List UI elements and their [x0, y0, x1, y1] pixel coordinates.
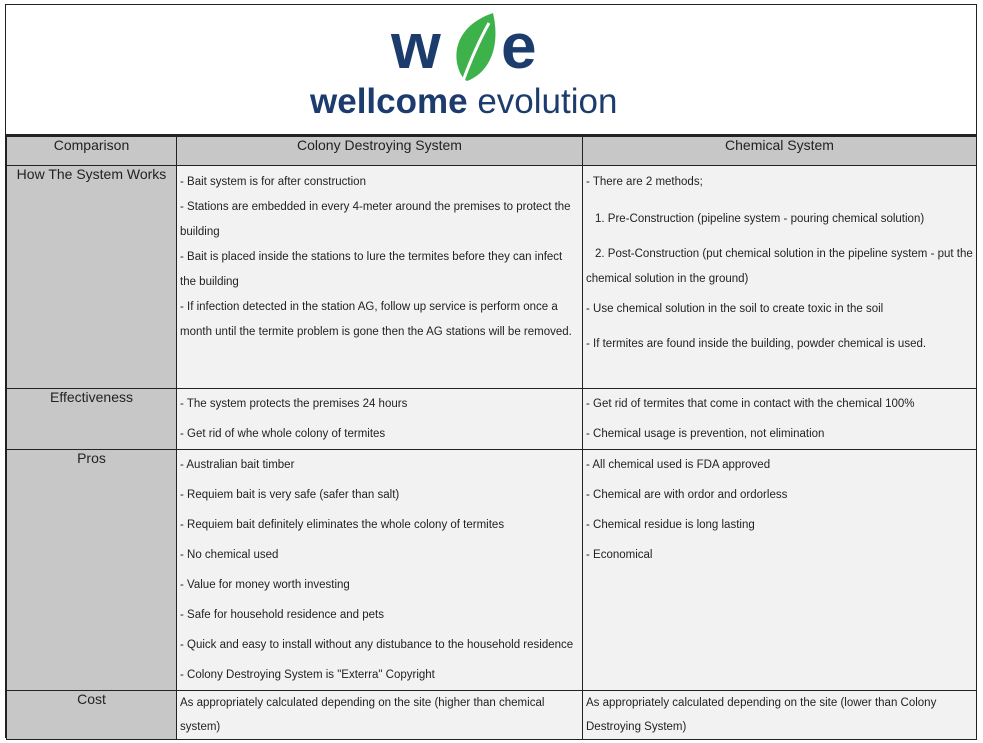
list-item: - Get rid of termites that come in contact with the chemical 100% [586, 398, 915, 410]
table-header-row [7, 137, 977, 166]
colony-pros-cell [177, 450, 583, 691]
colony-how-it-works-cell [177, 166, 583, 389]
list-item: - Use chemical solution in the soil to create toxic in the soil [586, 303, 884, 315]
row-label-cost: Cost [7, 691, 177, 740]
row-label-pros: Pros [7, 450, 177, 691]
list-item: - There are 2 methods; [586, 176, 703, 188]
list-item: - Economical [586, 549, 653, 561]
table-row [7, 450, 977, 691]
leaf-icon [449, 11, 499, 83]
list-item: - Bait system is for after construction [180, 176, 366, 188]
list-item: - Stations are embedded in every 4-meter around the premises to protect the [180, 201, 571, 213]
list-item: - Chemical residue is long lasting [586, 519, 755, 531]
logo-letter-w: w [391, 10, 441, 82]
list-item: - Requiem bait definitely eliminates the whole colony of termites [180, 519, 505, 531]
logo-letter-e: e [501, 10, 537, 82]
list-item: - Australian bait timber [180, 459, 295, 471]
list-item: - Chemical are with ordor and ordorless [586, 489, 788, 501]
list-item: month until the termite problem is gone then the AG stations will be removed. [180, 326, 572, 338]
list-item: - Chemical usage is prevention, not elimination [586, 428, 825, 440]
chemical-effectiveness-cell [583, 389, 977, 450]
brand-name-bold: wellcome [310, 82, 468, 121]
list-item: - If termites are found inside the building, powder chemical is used. [586, 338, 927, 350]
table-row [7, 389, 977, 450]
list-item: chemical solution in the ground) [586, 273, 749, 285]
table-row [7, 691, 977, 740]
brand-name-light: evolution [477, 82, 618, 121]
list-item: - Quick and easy to install without any distubance to the household residence [180, 639, 574, 651]
list-item: As appropriately calculated depending on the site (lower than Colony [586, 697, 937, 709]
comparison-table [6, 136, 977, 740]
chemical-cost-cell [583, 691, 977, 740]
row-label-how-system-works: How The System Works [7, 166, 177, 389]
brand-header [6, 5, 976, 136]
brand-wordmark [310, 79, 640, 125]
colony-effectiveness-cell [177, 389, 583, 450]
list-item: - Safe for household residence and pets [180, 609, 384, 621]
list-item: the building [180, 276, 239, 288]
list-item: - The system protects the premises 24 hours [180, 398, 408, 410]
list-item: - No chemical used [180, 549, 279, 561]
list-item: - Requiem bait is very safe (safer than salt) [180, 489, 400, 501]
table-row [7, 166, 977, 389]
colony-cost-cell [177, 691, 583, 740]
list-item: - Colony Destroying System is "Exterra" Copyright [180, 669, 435, 681]
chemical-how-it-works-cell [583, 166, 977, 389]
list-item: - Bait is placed inside the stations to lure the termites before they can infect [180, 251, 563, 263]
wellcome-evolution-logo [391, 11, 551, 81]
header-colony-destroying-system: Colony Destroying System [177, 137, 583, 166]
list-item: - Get rid of whe whole colony of termites [180, 428, 386, 440]
list-item: As appropriately calculated depending on the site (higher than chemical [180, 697, 545, 709]
chemical-pros-cell [583, 450, 977, 691]
list-item: - All chemical used is FDA approved [586, 459, 771, 471]
list-item: - If infection detected in the station AG, follow up service is perform once a [180, 301, 558, 313]
list-item: system) [180, 721, 221, 733]
header-comparison: Comparison [7, 137, 177, 166]
row-label-effectiveness: Effectiveness [7, 389, 177, 450]
list-item: - Value for money worth investing [180, 579, 350, 591]
list-item: 2. Post-Construction (put chemical solution in the pipeline system - put the [595, 248, 973, 260]
list-item: Destroying System) [586, 721, 687, 733]
list-item: building [180, 226, 220, 238]
list-item: 1. Pre-Construction (pipeline system - pouring chemical solution) [595, 213, 925, 225]
header-chemical-system: Chemical System [583, 137, 977, 166]
comparison-document [5, 4, 977, 738]
